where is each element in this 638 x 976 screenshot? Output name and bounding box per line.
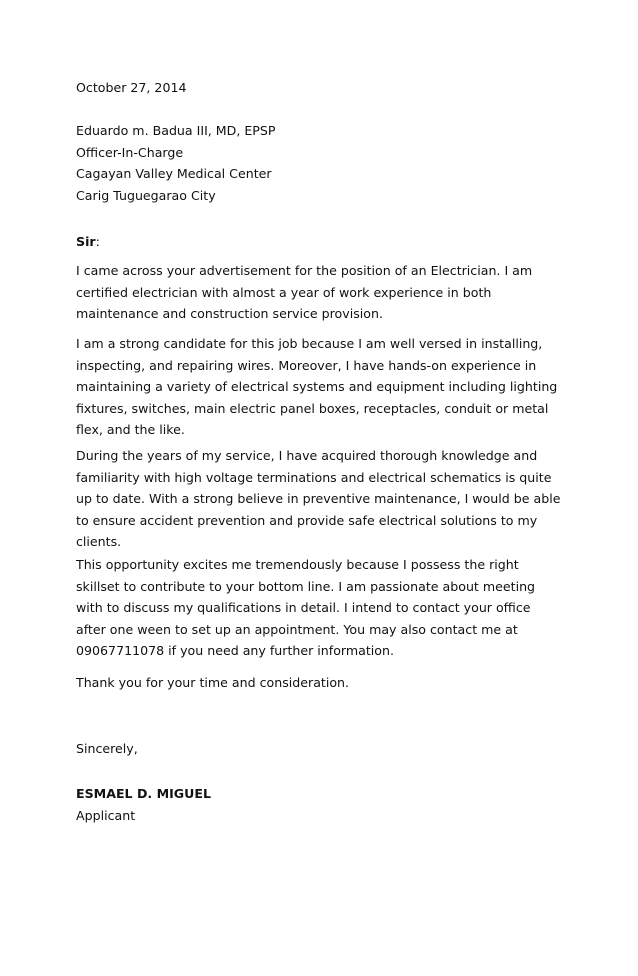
recipient-title: Officer-In-Charge bbox=[76, 144, 184, 160]
paragraph-line: I am a strong candidate for this job because I am well versed in installing, bbox=[76, 336, 543, 351]
paragraph-line: with to discuss my qualifications in detail. I intend to contact your office bbox=[76, 600, 531, 615]
paragraph-5 bbox=[76, 672, 576, 694]
paragraph-line: clients. bbox=[76, 534, 122, 549]
paragraph-line: up to date. With a strong believe in preventive maintenance, I would be able bbox=[76, 491, 561, 506]
paragraph-line: familiarity with high voltage terminations and electrical schematics is quite bbox=[76, 469, 552, 485]
date-text: October 27, 2014 bbox=[76, 80, 187, 95]
letter-date bbox=[76, 77, 576, 99]
recipient-organization: Cagayan Valley Medical Center bbox=[76, 166, 272, 181]
recipient-name: Eduardo m. Badua III, MD, EPSP bbox=[76, 123, 276, 138]
signature-name: ESMAEL D. MIGUEL bbox=[76, 786, 211, 801]
paragraph-3 bbox=[76, 445, 576, 553]
paragraph-line: fixtures, switches, main electric panel boxes, receptacles, conduit or metal bbox=[76, 400, 549, 416]
salutation-punct: : bbox=[95, 234, 100, 249]
signature-block bbox=[76, 783, 576, 826]
recipient-city: Carig Tuguegarao City bbox=[76, 187, 216, 203]
paragraph-line: after one ween to set up an appointment. You may also contact me at bbox=[76, 621, 518, 637]
salutation-word: Sir bbox=[76, 234, 96, 249]
signature-role: Applicant bbox=[76, 807, 136, 823]
paragraph-line: skillset to contribute to your bottom line. I am passionate about meeting bbox=[76, 578, 536, 594]
paragraph-4 bbox=[76, 554, 576, 662]
paragraph-line: 09067711078 if you need any further information. bbox=[76, 643, 394, 658]
paragraph-line: certified electrician with almost a year of work experience in both bbox=[76, 284, 492, 300]
paragraph-1 bbox=[76, 260, 576, 325]
closing bbox=[76, 738, 576, 760]
paragraph-line: I came across your advertisement for the position of an Electrician. I am bbox=[76, 263, 533, 278]
closing-text: Sincerely, bbox=[76, 741, 138, 756]
paragraph-line: maintenance and construction service provision. bbox=[76, 306, 383, 321]
paragraph-line: flex, and the like. bbox=[76, 422, 185, 437]
paragraph-line: This opportunity excites me tremendously because I possess the right bbox=[76, 557, 519, 572]
paragraph-line: Thank you for your time and consideration. bbox=[76, 675, 350, 690]
salutation bbox=[76, 231, 576, 253]
recipient-address-block bbox=[76, 120, 576, 206]
paragraph-line: maintaining a variety of electrical systems and equipment including lighting bbox=[76, 379, 558, 394]
paragraph-2 bbox=[76, 333, 576, 441]
paragraph-line: to ensure accident prevention and provide safe electrical solutions to my bbox=[76, 512, 538, 528]
paragraph-line: inspecting, and repairing wires. Moreover, I have hands-on experience in bbox=[76, 357, 537, 373]
paragraph-line: During the years of my service, I have acquired thorough knowledge and bbox=[76, 448, 538, 463]
